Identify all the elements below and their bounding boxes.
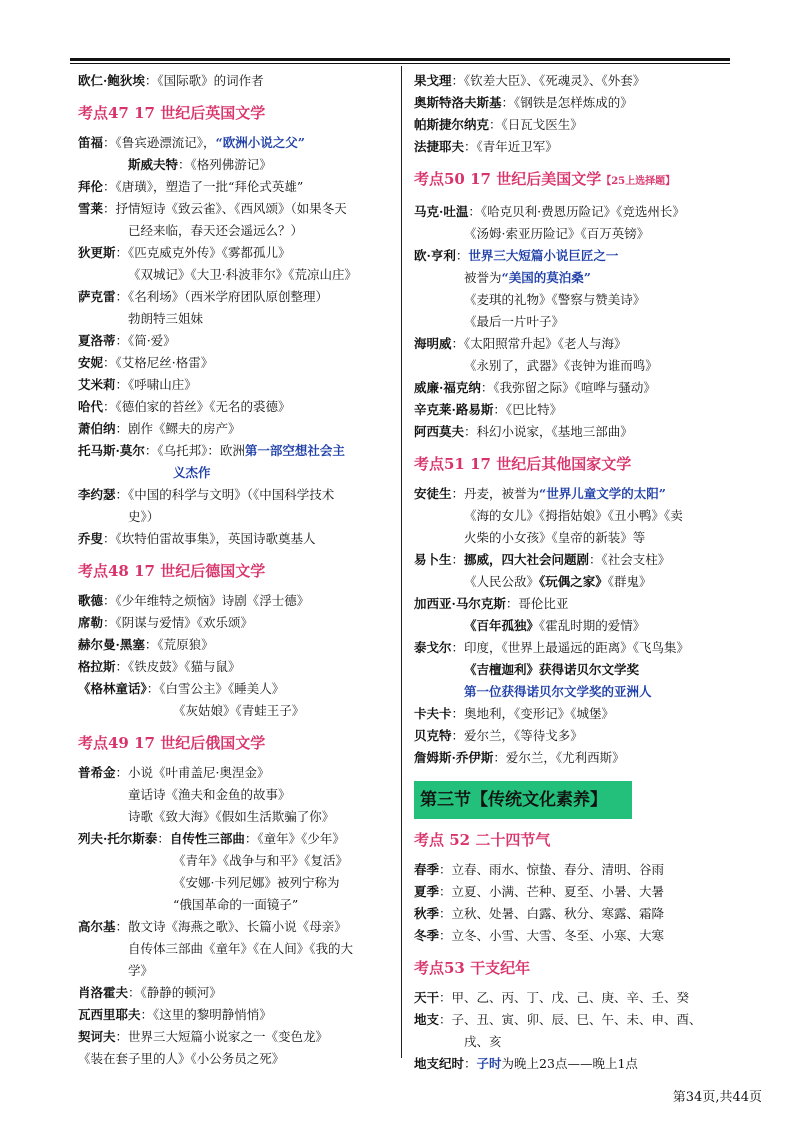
body-text: ：《钦差大臣》、《死魂灵》、《外套》	[451, 73, 646, 88]
term-label: 秋季	[414, 906, 440, 921]
body-text: 为晚上23点——晚上1点	[501, 1056, 638, 1071]
body-text: ：《青年近卫军》	[464, 139, 558, 154]
body-text: 童话诗《渔夫和金鱼的故事》	[128, 787, 291, 802]
term-label: 加西亚·马尔克斯	[414, 596, 506, 611]
text-line	[414, 355, 736, 377]
top-rule-thin	[70, 63, 730, 64]
text-line	[414, 1009, 736, 1031]
body-text: ：《艾格尼丝·格雷》	[103, 355, 214, 370]
body-text: ：《太阳照常升起》《老人与海》	[451, 336, 627, 351]
text-line	[414, 987, 736, 1009]
term-label: 海明威	[414, 336, 452, 351]
text-line	[78, 418, 394, 440]
body-text: ：立春、雨水、惊蛰、春分、清明、谷雨	[439, 862, 665, 877]
text-line	[78, 916, 394, 938]
term-label: 欧·亨利	[414, 248, 456, 263]
body-text: 自传体三部曲《童年》《在人间》《我的大	[128, 941, 354, 956]
body-text: “俄国革命的一面镜子”	[173, 897, 299, 912]
term-label: 《百年孤独》	[464, 618, 540, 633]
term-label: 赫尔曼·黑塞	[78, 637, 145, 652]
term-label: 挪威，四大社会问题剧	[464, 552, 590, 567]
body-text: 《装在套子里的人》《小公务员之死》	[78, 1051, 285, 1066]
body-text: ：丹麦，被誉为	[451, 486, 540, 501]
text-line	[414, 1053, 736, 1075]
text-line	[414, 267, 736, 289]
body-text: ：立秋、处暑、白露、秋分、寒露、霜降	[439, 906, 665, 921]
body-text: ：奥地利，《变形记》《城堡》	[451, 706, 615, 721]
text-line	[414, 859, 736, 881]
body-text: 诗歌《致大海》《假如生活欺骗了你》	[128, 809, 335, 824]
body-text: ：	[464, 1056, 477, 1071]
term-label: 卡夫卡	[414, 706, 452, 721]
body-text: ：《我弥留之际》《喧哗与骚动》	[480, 380, 656, 395]
text-line	[414, 615, 736, 637]
text-line	[414, 659, 736, 681]
term-label: 拜伦	[78, 179, 104, 194]
body-text: ：印度，《世界上最遥远的距离》《飞鸟集》	[451, 640, 690, 655]
term-label: 马克·吐温	[414, 204, 469, 219]
term-label: 威廉·福克纳	[414, 380, 481, 395]
text-line	[414, 399, 736, 421]
body-text: ：世界三大短篇小说家之一《变色龙》	[115, 1029, 329, 1044]
text-line	[78, 154, 394, 176]
text-line	[78, 938, 394, 960]
term-label: 奥斯特洛夫斯基	[414, 95, 502, 110]
term-label: 艾米莉	[78, 377, 116, 392]
text-line	[78, 462, 394, 484]
term-label: 安妮	[78, 355, 104, 370]
text-line	[78, 634, 394, 656]
text-line	[78, 850, 394, 872]
page-footer: 第34页,共44页	[672, 1090, 762, 1105]
text-line	[78, 286, 394, 308]
term-label: 萧伯纳	[78, 421, 116, 436]
term-label: 易卜生	[414, 552, 452, 567]
text-line	[78, 1004, 394, 1026]
body-text: ：《钢铁是怎样炼成的》	[501, 95, 633, 110]
text-line	[414, 571, 736, 593]
term-label: 安徒生	[414, 486, 452, 501]
text-line	[414, 245, 736, 267]
text-line	[414, 549, 736, 571]
section-title: 第三节【传统文化素养】	[414, 781, 632, 819]
term-label: 《格林童话》	[78, 681, 147, 696]
body-text: ：《童年》《少年》	[244, 831, 345, 846]
text-line	[78, 176, 394, 198]
body-text: 戌、亥	[464, 1034, 502, 1049]
body-text: ：《静静的顿河》	[128, 985, 222, 1000]
term-label: 詹姆斯·乔伊斯	[414, 750, 494, 765]
body-text: 《最后一片叶子》	[464, 314, 565, 329]
term-label: 天干	[414, 990, 440, 1005]
term-label: 地支	[414, 1012, 440, 1027]
body-text: ：《匹克威克外传》《雾都孤儿》	[115, 245, 291, 260]
body-text: ：立冬、小雪、大雪、冬至、小寒、大寒	[439, 928, 665, 943]
body-text: ：《这里的黎明静悄悄》	[140, 1007, 272, 1022]
term-label: 自传性三部曲	[169, 831, 245, 846]
text-line	[414, 92, 736, 114]
body-text: ：爱尔兰，《等待戈多》	[451, 728, 583, 743]
topic-heading	[78, 102, 394, 124]
body-text: 火柴的小女孩》《皇帝的新装》等	[464, 530, 646, 545]
text-line	[78, 484, 394, 506]
topic-heading-text: 考点51 17 世纪后其他国家文学	[414, 455, 632, 473]
term-label: 欧仁·鲍狄埃	[78, 73, 145, 88]
text-line	[78, 700, 394, 722]
body-text: 《人民公敌》	[464, 574, 540, 589]
text-line	[78, 806, 394, 828]
body-text: 勃朗特三姐妹	[128, 311, 204, 326]
topic-heading-text: 考点48 17 世纪后德国文学	[78, 562, 266, 580]
body-text: ：《格列佛游记》	[178, 157, 272, 172]
term-label: 李约瑟	[78, 487, 116, 502]
body-text: 史》）	[128, 509, 160, 524]
term-label: 肖洛霍夫	[78, 985, 129, 1000]
body-text: ：《白雪公主》《睡美人》	[146, 681, 285, 696]
term-label: 格拉斯	[78, 659, 116, 674]
term-label: 契诃夫	[78, 1029, 116, 1044]
term-label: 夏洛蒂	[78, 333, 116, 348]
text-line	[414, 201, 736, 223]
body-text: ：甲、乙、丙、丁、戊、己、庚、辛、壬、癸	[439, 990, 690, 1005]
term-label: 冬季	[414, 928, 440, 943]
term-label: 普希金	[78, 765, 116, 780]
text-line	[414, 289, 736, 311]
body-text: 《麦琪的礼物》《警察与赞美诗》	[464, 292, 646, 307]
body-text: ：《坎特伯雷故事集》，英国诗歌奠基人	[103, 531, 316, 546]
left-column	[78, 70, 394, 1070]
highlight-text: 第一部空想社会主	[244, 443, 345, 458]
term-label: 狄更斯	[78, 245, 116, 260]
text-line	[414, 903, 736, 925]
text-line	[78, 242, 394, 264]
body-text: ：《阴谋与爱情》《欢乐颂》	[103, 615, 254, 630]
body-text: 《灰姑娘》《青蛙王子》	[173, 703, 305, 718]
term-label: 贝克特	[414, 728, 452, 743]
body-text: ：《巴比特》	[493, 402, 563, 417]
text-line	[414, 1031, 736, 1053]
term-label: 斯威夫特	[128, 157, 179, 172]
body-text: ：抒情短诗《致云雀》、《西风颂》（如果冬天	[103, 201, 347, 216]
highlight-text: 第一位获得诺贝尔文学奖的亚洲人	[464, 684, 652, 699]
topic-heading-text: 考点53 干支纪年	[414, 959, 531, 977]
term-label: 哈代	[78, 399, 104, 414]
body-text: 已经来临，春天还会遥远么？）	[128, 223, 304, 238]
text-line	[414, 527, 736, 549]
topic-heading-text: 考点50 17 世纪后美国文学	[414, 170, 602, 188]
text-line	[78, 352, 394, 374]
term-label: 泰戈尔	[414, 640, 452, 655]
text-line	[414, 333, 736, 355]
text-line	[414, 505, 736, 527]
term-label: 萨克雷	[78, 289, 116, 304]
text-line	[78, 762, 394, 784]
body-text: 《群鬼》	[607, 574, 652, 589]
term-label: 帕斯捷尔纳克	[414, 117, 490, 132]
highlight-text: “欧洲小说之父”	[215, 135, 305, 150]
text-line	[78, 528, 394, 550]
body-text: ：小说《叶甫盖尼·奥涅金》	[115, 765, 270, 780]
top-rule-thick	[70, 58, 730, 61]
term-label: 《吉檀迦利》获得诺贝尔文学奖	[464, 662, 640, 677]
body-text: 《安娜·卡列尼娜》被列宁称为	[173, 875, 340, 890]
text-line	[78, 828, 394, 850]
text-line	[78, 1026, 394, 1048]
text-line	[78, 70, 394, 92]
body-text: ：散文诗《海燕之歌》、长篇小说《母亲》	[115, 919, 347, 934]
body-text: 《青年》《战争与和平》《复活》	[173, 853, 349, 868]
text-line	[414, 725, 736, 747]
body-text: ：《唐璜》，塑造了一批“拜伦式英雄”	[103, 179, 304, 194]
topic-heading	[414, 453, 736, 475]
text-line	[78, 330, 394, 352]
text-line	[414, 311, 736, 333]
term-label: 高尔基	[78, 919, 116, 934]
right-column	[414, 70, 736, 1075]
text-line	[78, 506, 394, 528]
text-line	[78, 590, 394, 612]
body-text: ：《德伯家的苔丝》《无名的裘德》	[103, 399, 291, 414]
body-text: ：《社会支柱》	[589, 552, 671, 567]
text-line	[78, 440, 394, 462]
topic-heading	[78, 732, 394, 754]
term-label: 《玩偶之家》	[539, 574, 608, 589]
highlight-text: 子时	[476, 1056, 502, 1071]
term-label: 阿西莫夫	[414, 424, 465, 439]
text-line	[414, 747, 736, 769]
body-text: ：剧作《鳏夫的房产》	[115, 421, 241, 436]
text-line	[414, 925, 736, 947]
highlight-text: 义杰作	[173, 465, 211, 480]
highlight-text: 世界三大短篇小说巨匠之一	[468, 248, 619, 263]
body-text: ：子、丑、寅、卯、辰、巳、午、未、申、酉、	[439, 1012, 702, 1027]
text-line	[414, 593, 736, 615]
topic-heading-text: 考点47 17 世纪后英国文学	[78, 104, 266, 122]
term-label: 雪莱	[78, 201, 104, 216]
body-text: ：《乌托邦》：欧洲	[144, 443, 245, 458]
term-label: 歌德	[78, 593, 104, 608]
term-label: 辛克莱·路易斯	[414, 402, 494, 417]
body-text: ：《铁皮鼓》《猫与鼠》	[115, 659, 241, 674]
term-label: 春季	[414, 862, 440, 877]
text-line	[78, 374, 394, 396]
term-label: 地支纪时	[414, 1056, 465, 1071]
text-line	[78, 220, 394, 242]
topic-heading-text: 考点 52 二十四节气	[414, 831, 551, 849]
body-text: ：	[157, 831, 170, 846]
text-line	[414, 681, 736, 703]
text-line	[78, 264, 394, 286]
body-text: ：	[455, 248, 469, 263]
text-line	[414, 881, 736, 903]
term-label: 夏季	[414, 884, 440, 899]
term-label: 托马斯·莫尔	[78, 443, 145, 458]
column-divider	[401, 66, 402, 1058]
text-line	[78, 656, 394, 678]
text-line	[78, 982, 394, 1004]
text-line	[414, 377, 736, 399]
highlight-text: “世界儿童文学的太阳”	[539, 486, 666, 501]
topic-heading	[414, 957, 736, 979]
body-text: 被誉为	[464, 270, 502, 285]
text-line	[78, 612, 394, 634]
term-label: 果戈理	[414, 73, 452, 88]
topic-heading	[414, 829, 736, 851]
topic-heading-text: 考点49 17 世纪后俄国文学	[78, 734, 266, 752]
text-line	[414, 70, 736, 92]
body-text: ：哥伦比亚	[505, 596, 569, 611]
exam-tag: 【25上选择题】	[601, 176, 676, 187]
text-line	[78, 960, 394, 982]
text-line	[78, 784, 394, 806]
term-label: 瓦西里耶夫	[78, 1007, 141, 1022]
topic-heading	[78, 560, 394, 582]
body-text: 学》	[128, 963, 154, 978]
text-line	[78, 132, 394, 154]
term-label: 法捷耶夫	[414, 139, 465, 154]
body-text: ：爱尔兰，《尤利西斯》	[493, 750, 625, 765]
text-line	[78, 308, 394, 330]
text-line	[414, 703, 736, 725]
term-label: 席勒	[78, 615, 104, 630]
text-line	[78, 872, 394, 894]
body-text: ：《呼啸山庄》	[115, 377, 197, 392]
topic-heading	[414, 168, 736, 193]
text-line	[414, 483, 736, 505]
body-text: ：立夏、小满、芒种、夏至、小暑、大暑	[439, 884, 665, 899]
body-text: 《永别了，武器》《丧钟为谁而鸣》	[464, 358, 658, 373]
term-label: 乔叟	[78, 531, 104, 546]
body-text: ：《简·爱》	[115, 333, 176, 348]
body-text: 《霍乱时期的爱情》	[539, 618, 646, 633]
text-line	[78, 1048, 394, 1070]
body-text: 《汤姆·索亚历险记》《百万英镑》	[464, 226, 650, 241]
body-text: ：《日瓦戈医生》	[489, 117, 583, 132]
text-line	[78, 396, 394, 418]
body-text: ：《名利场》（西米学府团队原创整理）	[115, 289, 329, 304]
text-line	[414, 421, 736, 443]
body-text: ：	[451, 552, 465, 567]
body-text: ：《少年维特之烦恼》诗剧《浮士德》	[103, 593, 310, 608]
term-label: 笛福	[78, 135, 104, 150]
text-line	[414, 114, 736, 136]
body-text: ：科幻小说家，《基地三部曲》	[464, 424, 633, 439]
text-line	[78, 678, 394, 700]
body-text: 《海的女儿》《拇指姑娘》《丑小鸭》《卖	[464, 508, 683, 523]
body-text: ：《国际歌》的词作者	[144, 73, 264, 88]
text-line	[78, 894, 394, 916]
text-line	[414, 223, 736, 245]
body-text: 《双城记》《大卫·科波菲尔》《荒凉山庄》	[128, 267, 357, 282]
highlight-text: “美国的莫泊桑”	[501, 270, 591, 285]
text-line	[414, 637, 736, 659]
body-text: ：《哈克贝利·费恩历险记》《竞选州长》	[468, 204, 685, 219]
body-text: ：《鲁宾逊漂流记》，	[103, 135, 216, 150]
term-label: 列夫·托尔斯泰	[78, 831, 158, 846]
text-line	[414, 136, 736, 158]
body-text: ：《荒原狼》	[144, 637, 214, 652]
text-line	[78, 198, 394, 220]
body-text: ：《中国的科学与文明》（《中国科学技术	[115, 487, 335, 502]
